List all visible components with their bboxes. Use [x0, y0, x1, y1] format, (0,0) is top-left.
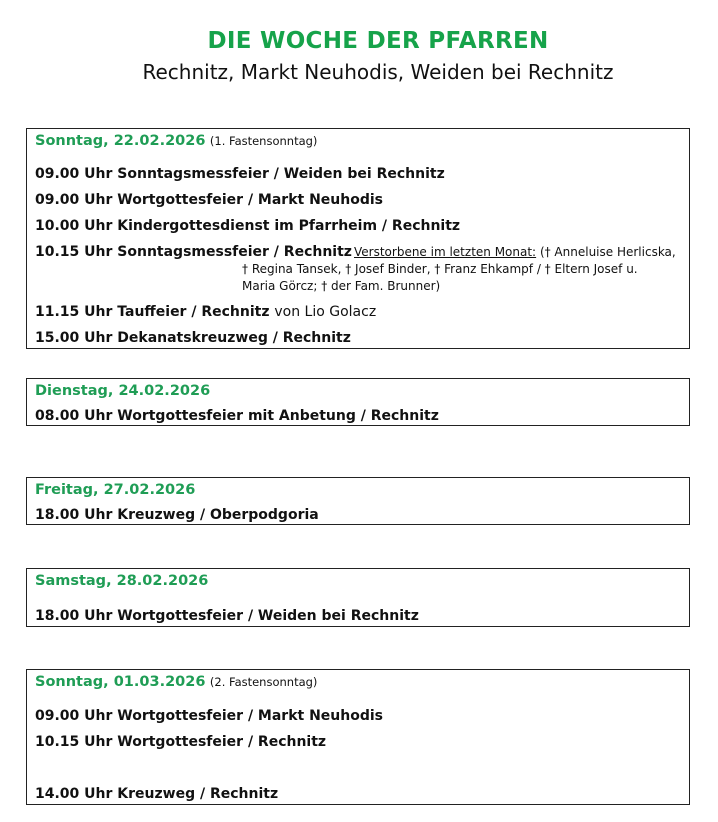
day-block-friday — [26, 477, 690, 525]
service-entry: 18.00 Uhr Wortgottesfeier / Weiden bei Rechnitz — [35, 608, 419, 624]
service-entry: 08.00 Uhr Wortgottesfeier mit Anbetung / Rechnitz — [35, 408, 439, 424]
day-date: Samstag, 28.02.2026 — [35, 573, 209, 589]
service-entry: 09.00 Uhr Wortgottesfeier / Markt Neuhodis — [35, 708, 384, 724]
day-header — [35, 573, 208, 589]
day-header — [35, 383, 210, 399]
day-block-saturday — [26, 568, 690, 627]
service-entry: 10.00 Uhr Kindergottesdienst im Pfarrheim / Rechnitz — [35, 218, 461, 234]
day-header — [35, 133, 317, 149]
page-subtitle: Rechnitz, Markt Neuhodis, Weiden bei Rechnitz — [142, 60, 614, 84]
service-entry: 15.00 Uhr Dekanatskreuzweg / Rechnitz — [35, 330, 351, 346]
day-header — [35, 674, 317, 690]
day-block-tuesday — [26, 378, 690, 426]
day-block-sunday-2 — [26, 669, 690, 805]
deceased-label: Verstorbene im letzten Monat: — [354, 245, 537, 259]
day-header — [35, 482, 195, 498]
day-note: (1. Fastensonntag) — [209, 134, 318, 148]
page-title: DIE WOCHE DER PFARREN — [207, 28, 549, 54]
deceased-line-3: Maria Görcz; † der Fam. Brunner) — [242, 279, 441, 293]
deceased-line-2: † Regina Tansek, † Josef Binder, † Franz Ehkampf / † Eltern Josef u. — [242, 262, 638, 276]
day-note: (2. Fastensonntag) — [209, 675, 318, 689]
day-date: Dienstag, 24.02.2026 — [35, 383, 211, 399]
day-block-sunday-1 — [26, 128, 690, 349]
service-entry: 14.00 Uhr Kreuzweg / Rechnitz — [35, 786, 279, 802]
service-entry: 10.15 Uhr Wortgottesfeier / Rechnitz — [35, 734, 327, 750]
service-entry: 09.00 Uhr Wortgottesfeier / Markt Neuhodis — [35, 192, 384, 208]
service-entry: 10.15 Uhr Sonntagsmessfeier / Rechnitz — [35, 244, 352, 260]
service-entry-main: 11.15 Uhr Tauffeier / Rechnitz — [35, 304, 270, 320]
deceased-line-1: († Anneluise Herlicska, — [539, 245, 676, 259]
day-date: Freitag, 27.02.2026 — [35, 482, 196, 498]
day-date: Sonntag, 22.02.2026 — [35, 133, 206, 149]
baptism-suffix: von Lio Golacz — [274, 304, 377, 320]
service-entry — [35, 304, 376, 320]
service-entry: 18.00 Uhr Kreuzweg / Oberpodgoria — [35, 507, 319, 523]
day-date: Sonntag, 01.03.2026 — [35, 674, 206, 690]
service-entry: 09.00 Uhr Sonntagsmessfeier / Weiden bei Rechnitz — [35, 166, 445, 182]
deceased-notes — [242, 244, 682, 295]
